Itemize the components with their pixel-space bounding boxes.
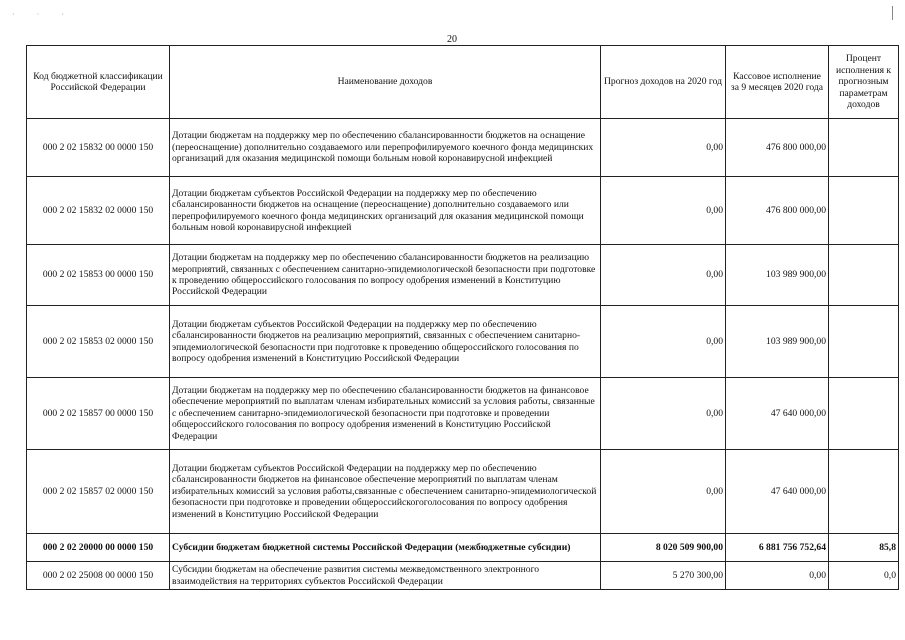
row-code: 000 2 02 15857 00 0000 150 (27, 378, 170, 450)
row-name: Дотации бюджетам субъектов Российской Федерации на поддержку мер по обеспечению сбалансированности бюджетов на реализацию мероприятий, связанных с обеспечением санитарно-эпидемиологической безопасности при подготовке к проведению общероссийского голосования по вопросу одобрения изменений в Конституцию Российской Федерации (170, 306, 601, 378)
row-actual: 103 989 900,00 (726, 245, 829, 306)
row-actual: 476 800 000,00 (726, 177, 829, 245)
row-code: 000 2 02 15832 02 0000 150 (27, 177, 170, 245)
row-name: Субсидии бюджетам бюджетной системы Российской Федерации (межбюджетные субсидии) (170, 534, 601, 562)
row-percent (829, 245, 899, 306)
row-forecast: 8 020 509 900,00 (601, 534, 726, 562)
row-actual: 47 640 000,00 (726, 450, 829, 534)
row-percent (829, 450, 899, 534)
row-name: Дотации бюджетам на поддержку мер по обеспечению сбалансированности бюджетов на реализацию мероприятий, связанных с обеспечением санитарно-эпидемиологической безопасности при подготовке к проведению общероссийского голосования по вопросу одобрения изменений в Конституцию Российской Федерации (170, 245, 601, 306)
table-row (27, 306, 899, 378)
row-forecast: 0,00 (601, 119, 726, 177)
header-code: Код бюджетной классификации Российской Федерации (27, 46, 170, 119)
table-row-total (27, 534, 899, 562)
row-code: 000 2 02 15832 00 0000 150 (27, 119, 170, 177)
row-forecast: 5 270 300,00 (601, 562, 726, 590)
table-row (27, 562, 899, 590)
table-row (27, 119, 899, 177)
row-name: Дотации бюджетам на поддержку мер по обеспечению сбалансированности бюджетов на финансовое обеспечение мероприятий по выплатам членам избирательных комиссий за условия работы, связанные с обеспечением санитарно-эпидемиологической безопасности при подготовке и проведении общероссийского голосования по вопросу одобрения изменений в Конституцию Российской Федерации (170, 378, 601, 450)
row-forecast: 0,00 (601, 177, 726, 245)
row-percent: 0,0 (829, 562, 899, 590)
row-actual: 47 640 000,00 (726, 378, 829, 450)
table-row (27, 177, 899, 245)
row-forecast: 0,00 (601, 306, 726, 378)
row-percent (829, 119, 899, 177)
row-code: 000 2 02 20000 00 0000 150 (27, 534, 170, 562)
row-forecast: 0,00 (601, 450, 726, 534)
table-header-row (27, 46, 899, 119)
header-forecast: Прогноз доходов на 2020 год (601, 46, 726, 119)
table-row (27, 450, 899, 534)
row-forecast: 0,00 (601, 378, 726, 450)
page-number: 20 (447, 34, 457, 45)
table-row (27, 378, 899, 450)
row-percent (829, 177, 899, 245)
row-actual: 0,00 (726, 562, 829, 590)
row-name: Дотации бюджетам субъектов Российской Федерации на поддержку мер по обеспечению сбалансированности бюджетов на оснащение (переоснащение) дополнительно создаваемого или перепрофилируемого коечного фонда медицинских организаций для оказания медицинской помощи больным новой коронавирусной инфекцией (170, 177, 601, 245)
row-name: Дотации бюджетам на поддержку мер по обеспечению сбалансированности бюджетов на оснащение (переоснащение) дополнительно создаваемого или перепрофилируемого коечного фонда медицинских организаций для оказания медицинской помощи больным новой коронавирусной инфекцией (170, 119, 601, 177)
row-actual: 476 800 000,00 (726, 119, 829, 177)
row-percent (829, 306, 899, 378)
row-code: 000 2 02 15853 00 0000 150 (27, 245, 170, 306)
scan-marks: · · · (12, 10, 74, 19)
header-actual: Кассовое исполнение за 9 месяцев 2020 года (726, 46, 829, 119)
row-percent (829, 378, 899, 450)
table-row (27, 245, 899, 306)
row-actual: 6 881 756 752,64 (726, 534, 829, 562)
edge-mark (892, 6, 893, 20)
row-name: Дотации бюджетам субъектов Российской Федерации на поддержку мер по обеспечению сбалансированности бюджетов на финансовое обеспечение мероприятий по выплатам членам избирательных комиссий за условия работы,связанные с обеспечением санитарно-эпидемиологической безопасности при подготовке и проведении общероссийскогоголосования по вопросу одобрения изменений в Конституцию Российской Федерации (170, 450, 601, 534)
row-code: 000 2 02 15853 02 0000 150 (27, 306, 170, 378)
row-forecast: 0,00 (601, 245, 726, 306)
revenue-table (26, 45, 899, 590)
row-actual: 103 989 900,00 (726, 306, 829, 378)
header-name: Наименование доходов (170, 46, 601, 119)
row-percent: 85,8 (829, 534, 899, 562)
row-name: Субсидии бюджетам на обеспечение развития системы межведомственного электронного взаимодействия на территориях субъектов Российской Федерации (170, 562, 601, 590)
row-code: 000 2 02 25008 00 0000 150 (27, 562, 170, 590)
row-code: 000 2 02 15857 02 0000 150 (27, 450, 170, 534)
header-percent: Процент исполнения к прогнозным параметрам доходов (829, 46, 899, 119)
